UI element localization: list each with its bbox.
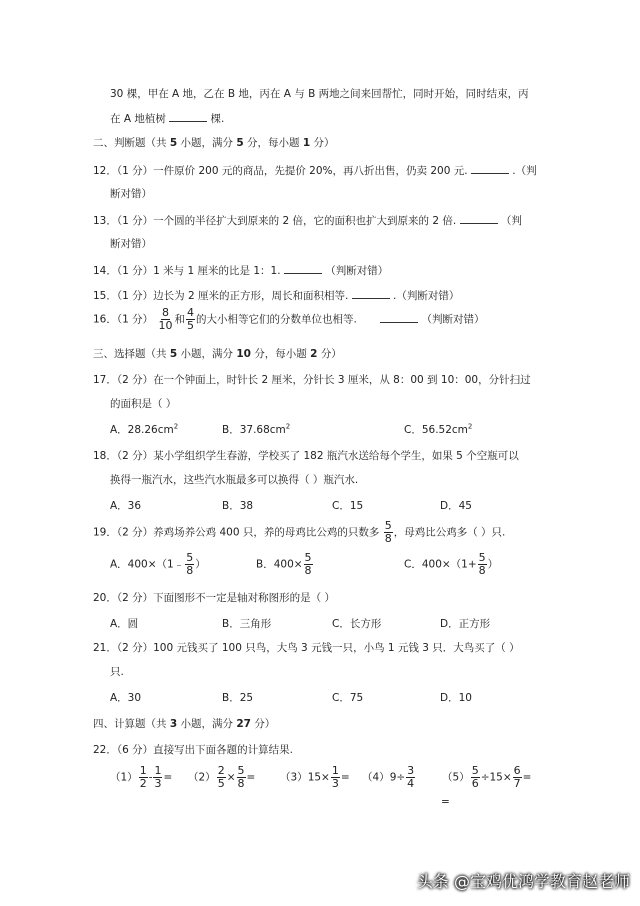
answer-blank	[169, 110, 207, 122]
answer-blank	[380, 311, 418, 323]
fraction: $\frac{5}{8}$	[384, 519, 392, 545]
option-c: C．长方形	[332, 618, 382, 630]
expression-2: （2） $\frac{2}{5}$ × $\frac{5}{8}$ =	[188, 764, 256, 790]
fraction: $\frac{2}{5}$	[217, 764, 225, 790]
question-18-line-2: 换得一瓶汽水，这些汽水瓶最多可以换得（ ）瓶汽水.	[110, 474, 359, 486]
question-17-line-2: 的面积是（ ）	[110, 398, 177, 410]
option-b: B．三角形	[222, 618, 272, 630]
option-a: A．圆	[110, 618, 139, 630]
question-12: 12．（1 分）一件原价 200 元的商品，先提价 20%，再八折出售，仍卖 200 元. .（判	[93, 162, 537, 178]
answer-blank	[284, 262, 322, 274]
question-15: 15．（1 分）边长为 2 厘米的正方形，周长和面积相等. .（判断对错）	[93, 287, 459, 303]
question-14: 14．（1 分）1 米与 1 厘米的比是 1：1. （判断对错）	[93, 262, 388, 278]
fraction: $\frac{5}{8}$	[478, 551, 486, 577]
question-20: 20．（2 分）下面图形不一定是轴对称图形的是（ ）	[93, 592, 335, 604]
question-17: 17．（2 分）在一个钟面上，时针长 2 厘米，分针长 3 厘米，从 8：00 到 10：00，分针扫过	[93, 374, 531, 386]
expression-5: （5） $\frac{5}{6}$ ÷15× $\frac{6}{7}$ =	[442, 764, 532, 790]
question-12-line-2: 断对错）	[110, 188, 152, 200]
fraction: $\frac{4}{5}$	[186, 306, 194, 332]
expression-4: （4）9÷ $\frac{3}{4}$	[362, 764, 415, 790]
fraction: $\frac{3}{4}$	[407, 764, 415, 790]
option-a: A．400×（1﹣ $\frac{5}{8}$ ）	[110, 551, 206, 577]
question-19: 19．（2 分）养鸡场养公鸡 400 只，养的母鸡比公鸡的只数多 $\frac{5}{8}$ ，母鸡比公鸡多（ ）只.	[93, 519, 506, 545]
section-4-heading: 四、计算题（共 3 小题，满分 27 分）	[93, 718, 276, 730]
section-3-heading: 三、选择题（共 5 小题，满分 10 分，每小题 2 分）	[93, 348, 342, 360]
watermark: 头条 @宝鸡优鸿学教育赵老师	[416, 872, 630, 891]
option-c: C．15	[332, 500, 364, 512]
option-d: D．45	[440, 500, 472, 512]
answer-blank	[471, 162, 509, 174]
fraction: $\frac{5}{8}$	[186, 551, 194, 577]
option-a: A．$28.26cm^2$	[110, 422, 179, 436]
question-13: 13．（1 分）一个圆的半径扩大到原来的 2 倍，它的面积也扩大到原来的 2 倍. （判	[93, 212, 522, 228]
fraction: $\frac{1}{3}$	[154, 764, 162, 790]
question-21: 21．（2 分）100 元钱买了 100 只鸟，大鸟 3 元钱一只，小鸟 1 元钱 3 只．大鸟买了（ ）	[93, 642, 520, 654]
fraction: $\frac{1}{2}$	[139, 764, 147, 790]
option-c: C．$56.52cm^2$	[404, 422, 473, 436]
fraction: $\frac{1}{3}$	[331, 764, 339, 790]
expression-1: （1） $\frac{1}{2}$ - $\frac{1}{3}$ =	[110, 764, 173, 790]
fraction: $\frac{6}{7}$	[513, 764, 521, 790]
option-a: A．36	[110, 500, 142, 512]
fraction: $\frac{5}{8}$	[304, 551, 312, 577]
intro-line-2: 在 A 地植树 棵.	[110, 110, 224, 126]
section-2-heading: 二、判断题（共 5 小题，满分 5 分，每小题 1 分）	[93, 137, 335, 149]
fraction: $\frac{5}{8}$	[237, 764, 245, 790]
option-b: B．38	[222, 500, 254, 512]
option-b: B．400× $\frac{5}{8}$	[256, 551, 312, 577]
question-16: 16．（1 分） $\frac{8}{10}$ 和 $\frac{4}{5}$ 的大小相等它们的分数单位也相等. （判断对错）	[93, 306, 485, 332]
question-22: 22．（6 分）直接写出下面各题的计算结果.	[93, 744, 293, 756]
answer-blank	[460, 212, 498, 224]
expression-4-equals: =	[441, 796, 450, 808]
question-18: 18．（2 分）某小学组织学生春游，学校买了 182 瓶汽水送给每个学生，如果 5 个空瓶可以	[93, 450, 519, 462]
answer-blank	[352, 287, 390, 299]
option-b: B．25	[222, 692, 254, 704]
intro-line-1: 30 棵，甲在 A 地，乙在 B 地，丙在 A 与 B 两地之间来回帮忙，同时开始，同时结束，丙	[110, 88, 529, 100]
expression-3: （3）15× $\frac{1}{3}$ =	[280, 764, 350, 790]
question-13-line-2: 断对错）	[110, 238, 152, 250]
option-b: B．$37.68cm^2$	[222, 422, 291, 436]
option-d: D．10	[440, 692, 472, 704]
option-a: A．30	[110, 692, 142, 704]
question-21-line-2: 只.	[110, 666, 124, 678]
fraction: $\frac{5}{6}$	[471, 764, 479, 790]
option-c: C．400×（1+ $\frac{5}{8}$ ）	[404, 551, 499, 577]
fraction: $\frac{8}{10}$	[158, 306, 173, 332]
option-d: D．正方形	[440, 618, 491, 630]
option-c: C．75	[332, 692, 364, 704]
